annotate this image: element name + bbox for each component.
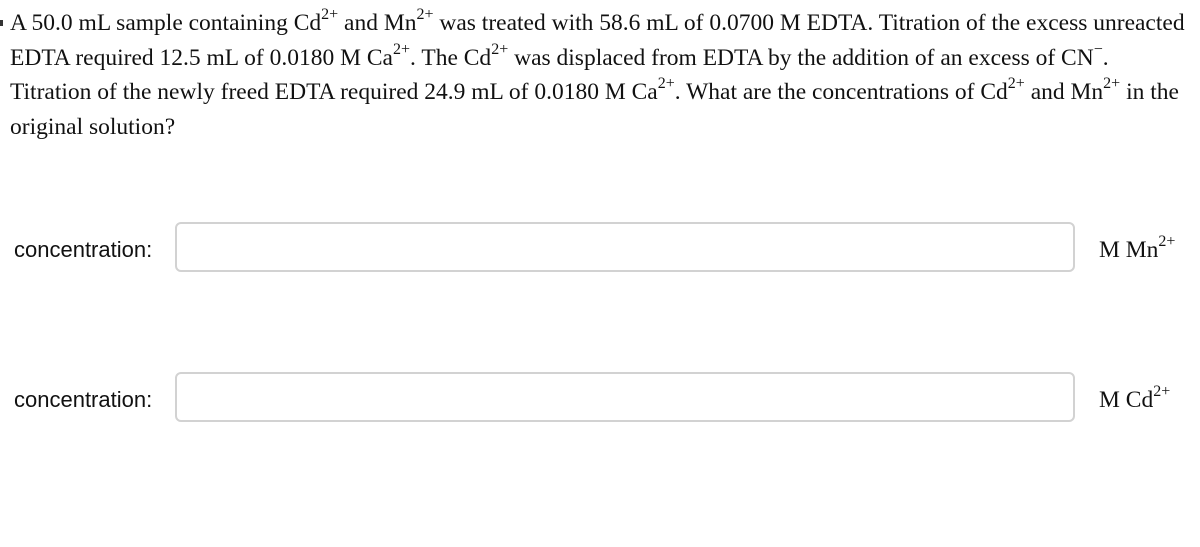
- unit-text-cd: M Cd: [1099, 387, 1154, 413]
- unit-text-mn: M Mn: [1099, 237, 1159, 263]
- question-text-run: and Mn: [338, 10, 417, 36]
- unit-label-cd: [1099, 383, 1171, 414]
- question-superscript: 2+: [321, 6, 339, 24]
- question-text-run: was displaced from EDTA by the addition of an excess of CN: [508, 44, 1094, 71]
- question-superscript: 2+: [1103, 75, 1121, 93]
- question-text-run: . Titration of the newly freed EDTA required 24.9 mL of 0.0180 M Ca: [10, 44, 1109, 105]
- question-superscript: 2+: [392, 40, 411, 58]
- left-edge-marker: [0, 20, 3, 26]
- question-text: [10, 6, 1190, 144]
- question-superscript: −: [1093, 40, 1103, 58]
- question-superscript: 2+: [1007, 75, 1025, 93]
- question-superscript: 2+: [491, 40, 509, 58]
- answer-row-cd: [0, 372, 1200, 426]
- concentration-input-cd[interactable]: [175, 372, 1075, 422]
- question-text-run: in the original solution?: [10, 79, 1179, 140]
- question-text-run: and Mn: [1024, 79, 1104, 105]
- question-text-run: A 50.0 mL sample containing Cd: [10, 10, 322, 36]
- unit-charge-mn: 2+: [1158, 233, 1176, 251]
- answer-row-mn: [0, 222, 1200, 276]
- unit-label-mn: [1099, 233, 1176, 264]
- concentration-label-cd: concentration:: [14, 387, 153, 412]
- unit-charge-cd: 2+: [1153, 383, 1171, 401]
- question-text-run: was treated with 58.6 mL of 0.0700 M EDTA. Titration of the excess unreacted EDTA required 12.5 mL of 0.0180 M Ca: [10, 10, 1185, 71]
- concentration-label-mn: concentration:: [14, 237, 153, 262]
- concentration-input-mn[interactable]: [175, 222, 1075, 272]
- question-superscript: 2+: [416, 6, 434, 24]
- question-superscript: 2+: [657, 75, 675, 93]
- question-text-run: . What are the concentrations of Cd: [674, 79, 1008, 105]
- question-text-run: . The Cd: [410, 44, 492, 71]
